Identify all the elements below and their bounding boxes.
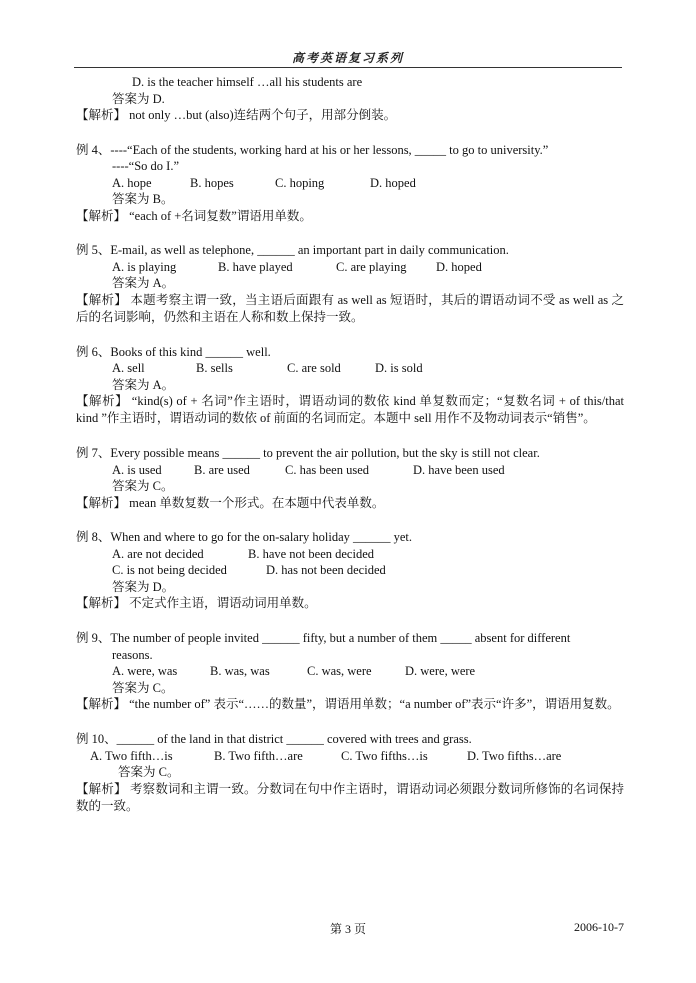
header-title: 高考英语复习系列 <box>291 51 404 65</box>
analysis-line: 【解析】 “the number of” 表示“……的数量”，谓语用单数；“a number of”表示“许多”，谓语用复数。 <box>76 697 620 711</box>
answer-line: 答案为 C。 <box>118 765 180 779</box>
analysis-line: 【解析】 “kind(s) of + 名词”作主语时，谓语动词的数依 kind 单复数而定；“复数名词 + of this/that kind ”作主语时，谓语动词的数依 of 前面的名词而定。本题中 sell 用作不及物动词表示“销售”。 <box>76 394 624 425</box>
answer-line: 答案为 B。 <box>112 192 174 206</box>
question-line: 例 6、Books of this kind ______ well. <box>76 344 271 359</box>
options-line <box>76 748 624 765</box>
option: B. sells <box>196 361 233 375</box>
analysis-line: 【解析】 不定式作主语，谓语动词用单数。 <box>76 596 317 610</box>
option: B. Two fifth…are <box>214 748 303 763</box>
question-line: 例 5、E-mail, as well as telephone, ______ an important part in daily communication. <box>76 243 509 257</box>
option: C. Two fifths…is <box>341 748 428 763</box>
question-line: reasons. <box>112 647 153 662</box>
options-line <box>76 259 624 276</box>
document-body <box>76 74 624 815</box>
option: D. were, were <box>405 664 476 678</box>
option: C. was, were <box>307 664 372 678</box>
option: B. was, was <box>210 664 270 678</box>
option: A. are not decided <box>112 546 204 561</box>
header-rule <box>74 67 622 68</box>
analysis-line: 【解析】 mean 单数复数一个形式。在本题中代表单数。 <box>76 495 385 510</box>
option: C. is not being decided <box>112 563 227 577</box>
question-line: 例 10、______ of the land in that district ______ covered with trees and grass. <box>76 732 472 746</box>
question-line: ----“So do I.” <box>112 159 179 173</box>
option: A. Two fifth…is <box>90 748 173 763</box>
question-line: 例 9、The number of people invited ______ fifty, but a number of them _____ absent for different <box>76 630 571 645</box>
options-line <box>76 462 624 479</box>
question-line: 例 4、----“Each of the students, working hard at his or her lessons, _____ to go to university.” <box>76 142 549 157</box>
option: B. hopes <box>190 175 234 190</box>
option-line: D. is the teacher himself …all his students are <box>132 75 363 89</box>
option: C. are playing <box>336 259 407 274</box>
option: B. are used <box>194 462 250 477</box>
option: B. have not been decided <box>248 546 374 561</box>
footer-date: 2006-10-7 <box>574 920 624 934</box>
option: A. were, was <box>112 664 178 678</box>
options-line <box>76 546 624 563</box>
options-line <box>76 360 624 377</box>
options-line <box>76 663 624 680</box>
options-line <box>76 175 624 192</box>
answer-line: 答案为 A。 <box>112 377 175 392</box>
answer-line: 答案为 C。 <box>112 479 174 493</box>
answer-line: 答案为 D。 <box>112 579 175 594</box>
option: A. sell <box>112 361 145 375</box>
option: A. is used <box>112 462 162 477</box>
option: D. hoped <box>436 259 482 274</box>
question-line: 例 7、Every possible means ______ to prevent the air pollution, but the sky is still not clear. <box>76 446 540 460</box>
answer-line: 答案为 A。 <box>112 276 175 290</box>
question-line: 例 8、When and where to go for the on-salary holiday ______ yet. <box>76 530 413 544</box>
option: D. have been used <box>413 462 505 477</box>
option: C. are sold <box>287 361 341 375</box>
option: C. hoping <box>275 175 325 190</box>
analysis-line: 【解析】 “each of +名词复数”谓语用单数。 <box>76 208 312 223</box>
analysis-line: 【解析】 本题考察主谓一致，当主语后面跟有 as well as 短语时，其后的谓语动词不受 as well as 之后的名词影响，仍然和主语在人称和数上保持一致。 <box>76 292 624 324</box>
option: D. is sold <box>375 361 423 375</box>
option: A. hope <box>112 175 152 190</box>
analysis-line: 【解析】 not only …but (also)连结两个句子，用部分倒装。 <box>76 108 397 122</box>
option: D. Two fifths…are <box>467 748 562 763</box>
answer-line: 答案为 C。 <box>112 680 174 695</box>
option: C. has been used <box>285 462 370 477</box>
option: D. has not been decided <box>266 563 386 577</box>
answer-line: 答案为 D. <box>112 91 165 106</box>
option: B. have played <box>218 259 293 274</box>
option: A. is playing <box>112 259 177 274</box>
options-line <box>76 562 624 579</box>
page-number: 第 3 页 <box>330 922 367 936</box>
analysis-line: 【解析】 考察数词和主谓一致。分数词在句中作主语时，谓语动词必须跟分数词所修饰的名词保持数的一致。 <box>76 781 624 813</box>
option: D. hoped <box>370 175 416 190</box>
